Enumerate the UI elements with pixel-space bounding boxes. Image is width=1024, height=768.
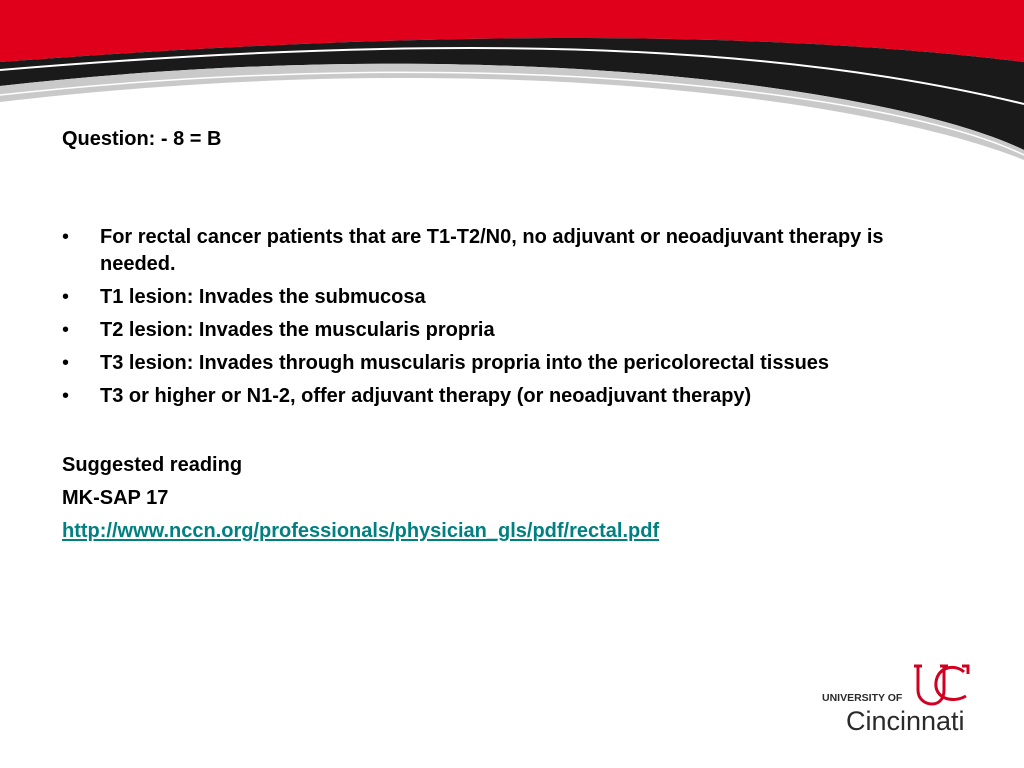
- bullet-icon: •: [62, 319, 70, 341]
- uc-monogram-icon: [914, 666, 968, 704]
- reading-link[interactable]: http://www.nccn.org/professionals/physician_gls/pdf/rectal.pdf: [62, 520, 660, 542]
- list-item: [62, 350, 962, 377]
- bullet-text: T3 lesion: Invades through muscularis propria into the pericolorectal tissues: [100, 352, 830, 374]
- university-of-cincinnati-logo: [822, 660, 982, 740]
- list-item: [62, 317, 962, 344]
- question-title: Question: - 8 = B: [62, 128, 222, 150]
- bullet-text: T1 lesion: Invades the submucosa: [100, 286, 426, 308]
- bullet-icon: •: [62, 226, 70, 248]
- suggested-reading-heading: Suggested reading: [62, 454, 243, 476]
- logo-line2: Cincinnati: [846, 706, 965, 736]
- bullet-text: For rectal cancer patients that are T1-T2/N0, no adjuvant or neoadjuvant therapy is needed.: [100, 226, 884, 275]
- bullet-icon: •: [62, 385, 70, 407]
- suggested-reading-section: [62, 449, 659, 548]
- logo-line1: UNIVERSITY OF: [822, 692, 903, 704]
- list-item: [62, 224, 962, 278]
- bullet-icon: •: [62, 286, 70, 308]
- bullet-icon: •: [62, 352, 70, 374]
- list-item: [62, 383, 962, 410]
- bullet-list: [62, 224, 962, 416]
- bullet-text: T3 or higher or N1-2, offer adjuvant therapy (or neoadjuvant therapy): [100, 385, 752, 407]
- list-item: [62, 284, 962, 311]
- reading-source: MK-SAP 17: [62, 487, 169, 509]
- bullet-text: T2 lesion: Invades the muscularis propria: [100, 319, 495, 341]
